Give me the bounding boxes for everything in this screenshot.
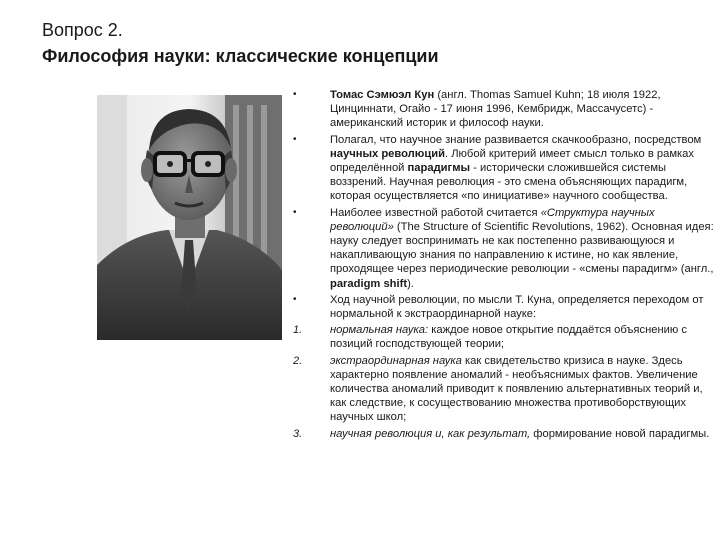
item-text (330, 427, 714, 441)
item-text (330, 88, 714, 131)
item-text (330, 354, 714, 425)
number-marker: 1. (293, 324, 303, 337)
italic-term: экстраординарная наука (330, 354, 462, 367)
item-text: Ход научной революции, по мысли Т. Куна, определяется переходом от нормальной к экстраординарной науке: (330, 293, 704, 321)
text-run: ). (407, 277, 414, 290)
list-item (284, 88, 714, 131)
bold-term: paradigm shift (330, 277, 408, 290)
bullet-marker: • (293, 89, 297, 100)
numbered-item (284, 427, 714, 441)
text-run: как свидетельство кризиса в науке. Здесь характерно появление аномалий - необъяснимых фактов. Увеличение количества аномалий приводит к появлению альтернативных теорий и, как следствие, к сосуществованию множества противоборствующих научных школ; (330, 354, 703, 424)
numbered-item (284, 323, 714, 351)
text-run: (The Structure of Scientific Revolutions, 1962). Основная идея: науку следует воспринимать не как постепенно развивающуюся и накапливающую знания по направлению к истине, но как явление, проходящее через периодические революции - «смены парадигм» (англ., (330, 220, 714, 276)
item-text (330, 323, 714, 351)
italic-term: нормальная наука: (330, 324, 429, 337)
content-list (284, 88, 714, 441)
list-item (284, 293, 714, 321)
list-item (284, 206, 714, 291)
bold-name: Томас Сэмюэл Кун (330, 89, 435, 101)
number-marker: 3. (293, 427, 303, 440)
portrait-photo (97, 95, 282, 340)
bold-term: парадигмы (407, 162, 471, 175)
text-run: . Любой критерий имеет смысл только в рамках определённой (330, 147, 694, 175)
bullet-marker: • (293, 293, 297, 305)
number-marker: 2. (293, 354, 303, 367)
text-run: формирование новой парадигмы. (530, 427, 710, 440)
item-text (330, 133, 714, 204)
numbered-item (284, 354, 714, 425)
list-item (284, 133, 714, 204)
italic-title: «Структура научных революций» (330, 206, 655, 233)
slide-title-question: Вопрос 2. (42, 20, 123, 40)
bullet-marker: • (293, 133, 297, 145)
bold-term: научных революций (330, 147, 445, 160)
text-run: Полагал, что научное знание развивается скачкообразно, посредством (330, 133, 702, 146)
text-run: Наиболее известной работой считается (330, 206, 541, 219)
bullet-marker: • (293, 206, 297, 218)
item-text (330, 206, 714, 291)
text-run: - исторически сложившейся системы воззрений. Научная революция - это смена объясняющих парадигм, которая осуществляется «по инициативе» научного сообщества. (330, 162, 688, 203)
slide-title-topic: Философия науки: классические концепции (42, 46, 439, 66)
text-run: каждое новое открытие поддаётся объяснению с позиций господствующей теории; (330, 324, 687, 351)
text-run: (англ. Thomas Samuel Kuhn; 18 июля 1922, Цинциннати, Огайо - 17 июня 1996, Кембридж, Массачусетс) - американский историк и философ науки. (330, 89, 661, 130)
italic-term: научная революция и, как результат, (330, 427, 531, 440)
